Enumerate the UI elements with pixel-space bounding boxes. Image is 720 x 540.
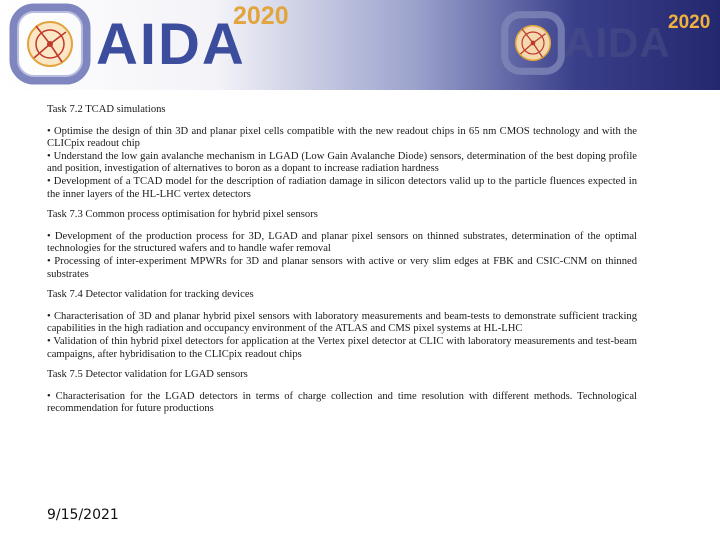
task-bullet: • Validation of thin hybrid pixel detectors for application at the Vertex pixel detector at CLIC with laboratory measurements and test-beam campaigns, after hybridisation to the CLICpix readout chips — [47, 335, 637, 360]
task-title: Task 7.2 TCAD simulations — [47, 104, 166, 115]
task-title: Task 7.4 Detector validation for tracking devices — [47, 289, 254, 301]
task-bullet: • Optimise the design of thin 3D and planar pixel cells compatible with the new readout chips in 65 nm CMOS technology and with the CLICpix readout chip — [47, 125, 637, 150]
aida-logo-small-text: AIDA — [564, 19, 671, 66]
task-7-5 — [47, 369, 637, 416]
task-7-3 — [47, 209, 637, 281]
task-bullet: • Processing of inter-experiment MPWRs for 3D and planar sensors with active or very slim edges at FBK and CSIC-CNM on thinned substrates — [47, 255, 637, 280]
aida-logo-year: 2020 — [233, 2, 289, 30]
slide-date: 9/15/2021 — [47, 507, 119, 523]
header-banner — [0, 0, 720, 90]
task-list — [47, 104, 637, 424]
task-bullet: • Understand the low gain avalanche mechanism in LGAD (Low Gain Avalanche Diode) sensors, determination of the best doping profile and position, investigation of alternatives to boron as a dopant to increase radiation hardness — [47, 150, 637, 175]
task-bullet: • Development of a TCAD model for the description of radiation damage in silicon detectors valid up to the particle fluences expected in the inner layers of the HL-LHC vertex detectors — [47, 175, 637, 200]
task-title: Task 7.3 Common process optimisation for hybrid pixel sensors — [47, 209, 318, 221]
aida-logo-text: AIDA — [96, 12, 246, 77]
task-bullet: • Characterisation of 3D and planar hybrid pixel sensors with laboratory measurements and beam-tests to demonstrate sufficient tracking capabilities in the high radiation and occupancy environment of the ATLAS and CMS pixel systems at HL-LHC — [47, 310, 637, 335]
task-bullet: • Development of the production process for 3D, LGAD and planar pixel sensors on thinned substrates, determination of the optimal technologies for the structured wafers and to handle wafer removal — [47, 230, 637, 255]
aida-logo-small-year: 2020 — [668, 12, 711, 33]
task-7-4 — [47, 289, 637, 361]
task-7-2 — [47, 104, 637, 201]
task-title: Task 7.5 Detector validation for LGAD sensors — [47, 369, 248, 381]
aida-logo-small-icon — [500, 10, 566, 76]
task-bullet: • Characterisation for the LGAD detectors in terms of charge collection and time resolution with different methods. Technological recommendation for future productions — [47, 390, 637, 415]
aida-logo-icon — [8, 2, 92, 86]
